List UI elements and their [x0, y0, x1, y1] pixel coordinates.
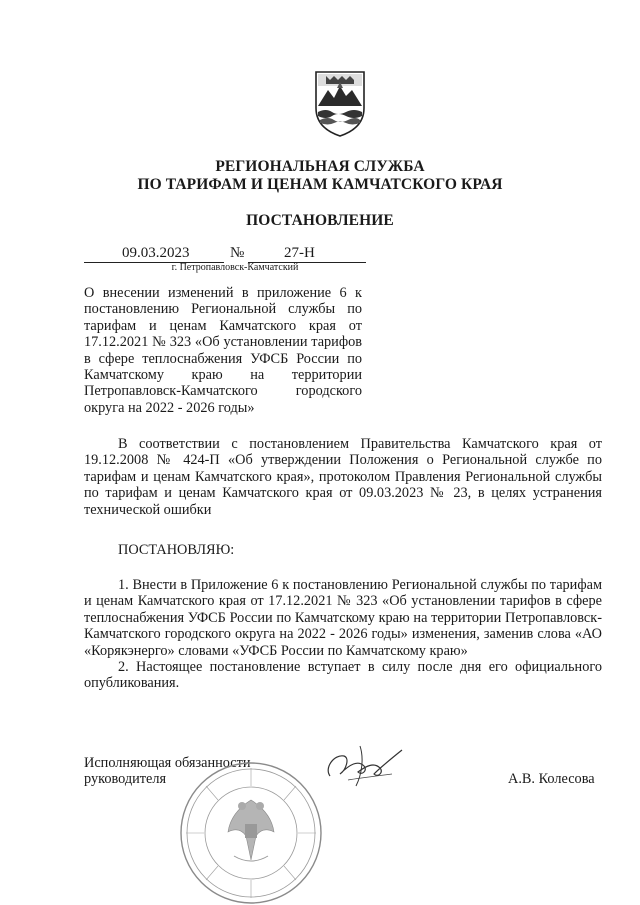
decree-word: ПОСТАНОВЛЯЮ: — [118, 542, 235, 558]
signer-name: А.В. Колесова — [508, 771, 595, 787]
document-number: 27-Н — [284, 245, 315, 261]
org-name-line-2: ПО ТАРИФАМ И ЦЕНАМ КАМЧАТСКОГО КРАЯ — [137, 176, 503, 193]
document-type: ПОСТАНОВЛЕНИЕ — [246, 212, 394, 229]
decree-item-2: 2. Настоящее постановление вступает в силу после дня его официального опубликования. — [84, 659, 602, 692]
official-seal-icon — [176, 760, 326, 905]
signer-title-line-1: Исполняющая обязанности — [84, 755, 251, 771]
preamble-paragraph: В соответствии с постановлением Правительства Камчатского края от 19.12.2008 № 424-П «Об утверждении Положения о Региональной службе по тарифам и ценам Камчатского края», протоколом Правления Региональной службы по тарифам и ценам Камчатского края от 09.03.2023 № 23, в целях устранения технической ошибки — [84, 436, 602, 518]
document-subject: О внесении изменений в приложение 6 к постановлению Региональной службы по тарифам и ценам Камчатского края от 17.12.2021 № 323 «Об установлении тарифов в сфере теплоснабжения УФСБ России по Камчатскому краю на территории Петропавловск-Камчатского городского округа на 2022 - 2026 годы» — [84, 285, 362, 416]
coat-of-arms-icon — [312, 68, 368, 138]
org-name-line-1: РЕГИОНАЛЬНАЯ СЛУЖБА — [215, 158, 425, 175]
number-sign: № — [230, 245, 245, 261]
signature-icon — [320, 740, 410, 790]
city-name: г. Петропавловск-Камчатский — [171, 262, 299, 273]
signer-title-line-2: руководителя — [84, 771, 167, 788]
document-date: 09.03.2023 — [122, 245, 190, 261]
decree-item-1: 1. Внести в Приложение 6 к постановлению Региональной службы по тарифам и ценам Камчатского края от 17.12.2021 № 323 «Об установлении тарифов в сфере теплоснабжения УФСБ России по Камчатскому краю на территории Петропавловск-Камчатского городского округа на 2022 - 2026 годы» изменения, заменив слова «АО «Корякэнерго» словами «УФСБ России по Камчатскому краю» — [84, 577, 602, 659]
